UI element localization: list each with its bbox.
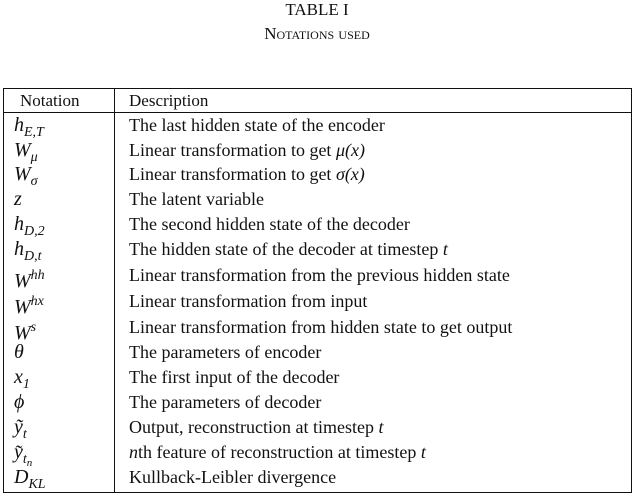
description-text: The parameters of decoder (129, 392, 322, 412)
notation-symbol (14, 465, 46, 497)
symbol-base: θ (14, 341, 24, 363)
table-row (4, 440, 631, 469)
symbol-subscript: E,T (24, 125, 44, 140)
description-text: th feature of reconstruction at timestep (138, 442, 421, 462)
header-notation: Notation (20, 91, 80, 110)
table-row (4, 212, 631, 237)
table-row (4, 138, 631, 163)
description-text: The parameters of encoder (129, 342, 322, 362)
symbol-superscript: hh (30, 268, 45, 283)
table-row (4, 315, 631, 344)
description-text: The hidden state of the decoder at timestep (129, 239, 443, 259)
symbol-subscript: tn (22, 452, 33, 469)
notation-description (129, 289, 367, 314)
symbol-base: W (14, 139, 31, 161)
symbol-base: h (14, 213, 24, 235)
notation-description (129, 340, 321, 365)
description-text: t (378, 417, 384, 437)
notation-description (129, 263, 510, 288)
symbol-subscript: 1 (22, 377, 30, 392)
symbol-base: ϕ (14, 391, 25, 413)
symbol-subscript: μ (30, 150, 38, 165)
symbol-superscript: hx (30, 294, 44, 309)
description-text: Kullback-Leibler divergence (129, 467, 337, 487)
table-row (4, 162, 631, 187)
symbol-base: x (14, 366, 23, 388)
table-title: Notations used (264, 24, 370, 43)
table-row (4, 187, 631, 212)
description-text: Linear transformation to get (129, 164, 336, 184)
notation-symbol (14, 340, 24, 365)
notation-description (129, 113, 385, 138)
table-label: TABLE I (285, 0, 349, 19)
table-row (4, 289, 631, 318)
notation-description (129, 315, 512, 340)
notation-symbol (14, 187, 22, 212)
symbol-subscript: t (22, 427, 27, 442)
description-text: Linear transformation from input (129, 291, 368, 311)
symbol-base: W (14, 322, 31, 344)
table-row (4, 390, 631, 415)
notation-description (129, 138, 365, 163)
symbol-base: D (14, 466, 29, 488)
notation-symbol (14, 390, 24, 415)
table-row (4, 465, 631, 490)
description-text: t (442, 239, 448, 259)
header-description: Description (129, 91, 209, 110)
description-text: The last hidden state of the encoder (129, 115, 385, 135)
notation-description (129, 465, 336, 490)
table-row (4, 365, 631, 390)
table-row (4, 415, 631, 440)
symbol-subscript: D,t (24, 249, 42, 264)
symbol-subscript: KL (28, 477, 46, 492)
description-text: Linear transformation from the previous hidden state (129, 265, 510, 285)
notation-description (129, 390, 321, 415)
description-text: Output, reconstruction at timestep (129, 417, 379, 437)
description-text: μ(x) (335, 140, 365, 160)
symbol-base: z (14, 188, 22, 210)
symbol-base: W (14, 296, 31, 318)
notation-description (129, 237, 448, 262)
symbol-base: W (14, 270, 31, 292)
description-text: σ(x) (335, 164, 365, 184)
table-row (4, 263, 631, 292)
notation-table (3, 88, 632, 493)
description-text: t (420, 442, 426, 462)
table-row (4, 113, 631, 138)
symbol-base: h (14, 238, 24, 260)
description-text: Linear transformation to get (129, 140, 336, 160)
table-row (4, 340, 631, 365)
notation-description (129, 415, 383, 440)
description-text: The first input of the decoder (129, 367, 340, 387)
description-text: n (129, 442, 138, 462)
symbol-base: ỹ (14, 416, 23, 438)
notation-description (129, 162, 365, 187)
symbol-base: W (14, 163, 31, 185)
description-text: The latent variable (129, 189, 264, 209)
symbol-base: h (14, 114, 24, 136)
symbol-superscript: s (30, 320, 37, 335)
table-row (4, 237, 631, 262)
description-text: Linear transformation from hidden state to get output (129, 317, 513, 337)
notation-description (129, 365, 339, 390)
symbol-base: y͂ (14, 441, 23, 463)
symbol-subscript: D,2 (24, 224, 45, 239)
notation-description (129, 187, 264, 212)
notation-description (129, 212, 410, 237)
notation-description (129, 440, 426, 465)
symbol-subscript: σ (30, 174, 38, 189)
description-text: The second hidden state of the decoder (129, 214, 410, 234)
